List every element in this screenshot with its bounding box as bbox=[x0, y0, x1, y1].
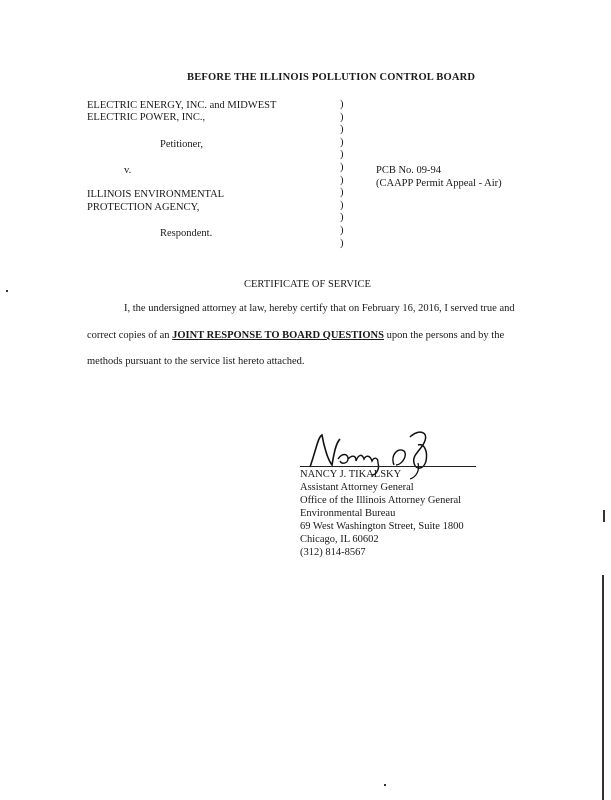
caption-paren: ) bbox=[340, 149, 344, 161]
signer-phone: (312) 814-8567 bbox=[300, 547, 366, 558]
respondent-name-line1: ILLINOIS ENVIRONMENTAL bbox=[87, 189, 225, 200]
caption-paren: ) bbox=[340, 187, 344, 199]
petitioner-role: Petitioner, bbox=[160, 139, 204, 150]
petitioner-name-line1: ELECTRIC ENERGY, INC. and MIDWEST bbox=[87, 100, 277, 111]
document-title: JOINT RESPONSE TO BOARD QUESTIONS bbox=[172, 330, 384, 341]
body-line-1: I, the undersigned attorney at law, hereby certify that on February 16, 2016, I served true and bbox=[124, 303, 515, 314]
signer-name: NANCY J. TIKALSKY bbox=[300, 469, 402, 480]
caption-paren: ) bbox=[340, 237, 344, 249]
caption-paren: ) bbox=[340, 199, 344, 211]
scan-edge-mark bbox=[602, 575, 604, 800]
signature-line bbox=[300, 466, 476, 467]
case-number: PCB No. 09-94 bbox=[376, 165, 442, 176]
respondent-name-line2: PROTECTION AGENCY, bbox=[87, 202, 200, 213]
caption-paren: ) bbox=[340, 136, 344, 148]
signer-bureau: Environmental Bureau bbox=[300, 508, 396, 519]
body-line-2 bbox=[87, 329, 504, 342]
case-type: (CAAPP Permit Appeal - Air) bbox=[376, 178, 502, 189]
court-heading: BEFORE THE ILLINOIS POLLUTION CONTROL BOARD bbox=[187, 72, 476, 83]
signer-city: Chicago, IL 60602 bbox=[300, 534, 379, 545]
caption-divider bbox=[340, 99, 350, 250]
caption-paren: ) bbox=[340, 111, 344, 123]
scan-dot bbox=[384, 784, 386, 786]
caption-paren: ) bbox=[340, 161, 344, 173]
caption-paren: ) bbox=[340, 99, 344, 110]
body-line-2-end: upon the persons and by the bbox=[383, 330, 505, 341]
body-line-2-start: correct copies of an bbox=[87, 330, 173, 341]
signer-street: 69 West Washington Street, Suite 1800 bbox=[300, 521, 464, 532]
versus-label: v. bbox=[124, 165, 132, 176]
signer-title: Assistant Attorney General bbox=[300, 482, 414, 493]
scan-edge-mark bbox=[603, 510, 605, 522]
petitioner-name-line2: ELECTRIC POWER, INC., bbox=[87, 112, 206, 123]
caption-paren: ) bbox=[340, 212, 344, 224]
certificate-title: CERTIFICATE OF SERVICE bbox=[244, 279, 371, 290]
signer-office: Office of the Illinois Attorney General bbox=[300, 495, 462, 506]
scan-dot bbox=[6, 290, 8, 292]
respondent-role: Respondent. bbox=[160, 228, 213, 239]
caption-paren: ) bbox=[340, 224, 344, 236]
body-line-3: methods pursuant to the service list hereto attached. bbox=[87, 356, 305, 367]
caption-paren: ) bbox=[340, 174, 344, 186]
caption-paren: ) bbox=[340, 124, 344, 136]
